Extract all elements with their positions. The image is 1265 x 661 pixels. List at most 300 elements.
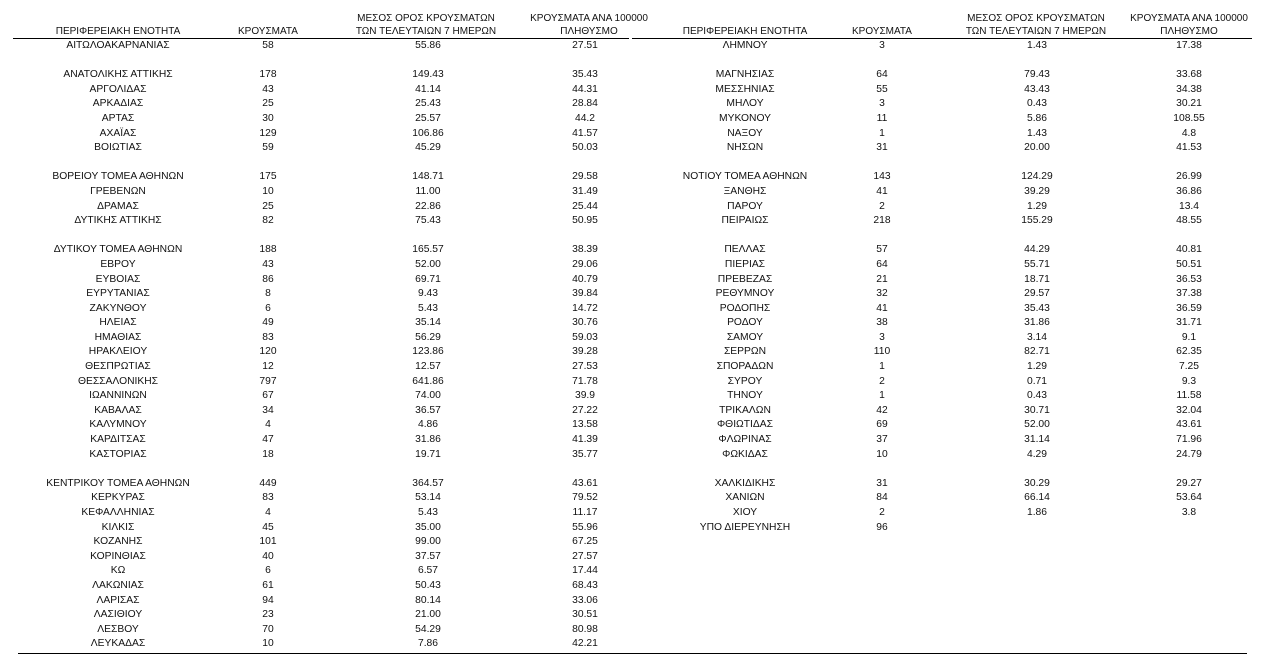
table-row [632, 97, 1252, 112]
cell-per100k: 44.31 [572, 83, 598, 95]
cell-per100k: 43.61 [1176, 419, 1202, 431]
cell-avg7: 3.14 [1026, 331, 1048, 343]
spacer-row [632, 462, 1252, 477]
table-row [13, 345, 629, 360]
cell-cases: 1 [879, 390, 885, 402]
table-row [13, 243, 629, 258]
cell-per100k: 50.95 [572, 215, 598, 227]
cell-per100k: 35.77 [572, 448, 598, 460]
header-avg7: ΜΕΣΟΣ ΟΡΟΣ ΚΡΟΥΣΜΑΤΩΝ ΤΩΝ ΤΕΛΕΥΤΑΙΩΝ 7 ΗΜΕΡΩΝ [965, 13, 1107, 37]
cell-per100k: 80.98 [572, 623, 598, 635]
cell-cases: 61 [262, 579, 274, 591]
cell-region: ΣΠΟΡΑΔΩΝ [716, 361, 774, 373]
cell-cases: 11 [876, 112, 888, 124]
cell-per100k: 71.96 [1176, 434, 1202, 446]
cell-region: ΦΘΙΩΤΙΔΑΣ [716, 419, 774, 431]
cell-per100k: 30.76 [572, 317, 598, 329]
cell-region: ΞΑΝΘΗΣ [723, 185, 767, 197]
cell-per100k: 59.03 [572, 331, 598, 343]
cell-cases: 64 [876, 258, 888, 270]
cell-avg7: 43.43 [1024, 83, 1050, 95]
cell-cases: 64 [876, 69, 888, 81]
cell-region: ΘΕΣΣΑΛΟΝΙΚΗΣ [77, 375, 159, 387]
cell-per100k: 42.21 [572, 638, 598, 650]
cell-per100k: 41.39 [572, 434, 598, 446]
cell-cases: 82 [262, 215, 274, 227]
table-row [13, 258, 629, 273]
right-table-header [632, 10, 1252, 39]
table-row [632, 83, 1252, 98]
cell-per100k: 108.55 [1173, 112, 1205, 124]
cell-avg7: 52.00 [1024, 419, 1050, 431]
table-row [13, 389, 629, 404]
cell-per100k: 36.86 [1176, 185, 1202, 197]
cell-avg7: 165.57 [412, 244, 444, 256]
cell-cases: 6 [265, 565, 271, 577]
cell-cases: 69 [876, 419, 888, 431]
cell-avg7: 31.14 [1024, 434, 1050, 446]
cell-region: ΓΡΕΒΕΝΩΝ [90, 185, 146, 197]
cell-cases: 25 [262, 200, 274, 212]
table-row [632, 521, 1252, 536]
cell-per100k: 30.21 [1176, 98, 1202, 110]
table-row [13, 594, 629, 609]
cell-per100k: 48.55 [1176, 215, 1202, 227]
cell-avg7: 30.71 [1024, 404, 1050, 416]
table-row [13, 506, 629, 521]
table-row [13, 623, 629, 638]
cell-avg7: 55.86 [415, 40, 441, 51]
cell-per100k: 41.57 [572, 127, 598, 139]
table-row [632, 477, 1252, 492]
cell-per100k: 50.03 [572, 142, 598, 154]
table-row [13, 550, 629, 565]
cell-cases: 40 [262, 550, 274, 562]
cell-avg7: 53.14 [415, 492, 441, 504]
table-row [13, 83, 629, 98]
cell-region: ΛΕΣΒΟΥ [97, 623, 139, 635]
cell-region: ΚΑΛΥΜΝΟΥ [89, 419, 147, 431]
cell-region: ΡΟΔΟΥ [727, 317, 763, 329]
cell-per100k: 9.1 [1181, 331, 1197, 343]
cell-avg7: 364.57 [412, 477, 444, 489]
cell-avg7: 124.29 [1021, 171, 1053, 183]
cell-cases: 58 [262, 40, 274, 51]
cell-avg7: 7.86 [417, 638, 439, 650]
table-row [13, 200, 629, 215]
table-row [13, 112, 629, 127]
cell-avg7: 31.86 [415, 434, 441, 446]
table-row [13, 433, 629, 448]
cell-avg7: 6.57 [417, 565, 439, 577]
cell-per100k: 44.2 [574, 112, 596, 124]
cell-avg7: 9.43 [417, 288, 439, 300]
cell-avg7: 45.29 [415, 142, 441, 154]
cell-cases: 67 [262, 390, 274, 402]
cell-per100k: 71.78 [572, 375, 598, 387]
cell-avg7: 5.43 [417, 507, 439, 518]
cell-region: ΕΥΡΥΤΑΝΙΑΣ [86, 288, 150, 300]
cell-avg7: 0.43 [1026, 98, 1048, 110]
cell-cases: 3 [879, 98, 885, 110]
cell-region: ΑΡΤΑΣ [101, 112, 135, 124]
cell-cases: 1 [879, 127, 885, 139]
cell-cases: 110 [873, 346, 891, 358]
cell-avg7: 66.14 [1024, 492, 1050, 504]
cell-region: ΦΛΩΡΙΝΑΣ [718, 434, 772, 446]
table-row [13, 287, 629, 302]
cell-region: ΗΛΕΙΑΣ [99, 317, 137, 329]
cell-region: ΘΕΣΠΡΩΤΙΑΣ [85, 361, 151, 373]
cell-region: ΕΥΒΟΙΑΣ [95, 273, 141, 285]
cell-per100k: 29.58 [572, 171, 598, 183]
header-per100k: ΚΡΟΥΣΜΑΤΑ ΑΝΑ 100000 ΠΛΗΘΥΣΜΟ [530, 13, 648, 37]
cell-avg7: 41.14 [415, 83, 441, 95]
cell-per100k: 31.49 [572, 185, 598, 197]
table-row [13, 68, 629, 83]
cell-region: ΠΙΕΡΙΑΣ [724, 258, 766, 270]
cell-region: ΡΟΔΟΠΗΣ [719, 302, 771, 314]
cell-cases: 2 [879, 200, 885, 212]
table-row [632, 404, 1252, 419]
table-row [13, 97, 629, 112]
cell-avg7: 149.43 [412, 69, 444, 81]
cell-per100k: 79.52 [572, 492, 598, 504]
cell-region: ΚΩ [110, 565, 126, 577]
cell-per100k: 13.58 [572, 419, 598, 431]
cell-cases: 23 [262, 609, 274, 621]
cell-per100k: 14.72 [572, 302, 598, 314]
cell-avg7: 106.86 [412, 127, 444, 139]
cell-cases: 10 [262, 185, 274, 197]
cell-cases: 21 [876, 273, 888, 285]
cell-cases: 218 [873, 215, 891, 227]
cell-per100k: 34.38 [1176, 83, 1202, 95]
cell-per100k: 43.61 [572, 477, 598, 489]
header-region: ΠΕΡΙΦΕΡΕΙΑΚΗ ΕΝΟΤΗΤΑ [55, 26, 181, 37]
cell-region: ΤΗΝΟΥ [727, 390, 763, 402]
cell-region: ΗΜΑΘΙΑΣ [94, 331, 142, 343]
cell-region: ΚΑΒΑΛΑΣ [94, 404, 142, 416]
cell-cases: 129 [259, 127, 277, 139]
cell-avg7: 39.29 [1024, 185, 1050, 197]
spacer-row [13, 462, 629, 477]
cell-cases: 30 [262, 112, 274, 124]
cell-region: ΠΡΕΒΕΖΑΣ [717, 273, 773, 285]
cell-cases: 83 [262, 492, 274, 504]
cell-region: ΧΑΛΚΙΔΙΚΗΣ [714, 477, 776, 489]
cell-per100k: 68.43 [572, 579, 598, 591]
cell-per100k: 27.53 [572, 361, 598, 373]
cell-avg7: 5.86 [1026, 112, 1048, 124]
cell-cases: 12 [262, 361, 274, 373]
cell-cases: 449 [259, 477, 277, 489]
table-row [13, 273, 629, 288]
cell-avg7: 44.29 [1024, 244, 1050, 256]
cell-per100k: 28.84 [572, 98, 598, 110]
table-row [632, 506, 1252, 521]
cell-per100k: 55.96 [572, 521, 598, 533]
cell-cases: 2 [879, 375, 885, 387]
cell-per100k: 50.51 [1176, 258, 1202, 270]
table-row [632, 448, 1252, 463]
cell-avg7: 80.14 [415, 594, 441, 606]
cell-region: ΒΟΙΩΤΙΑΣ [94, 142, 142, 154]
cell-cases: 143 [873, 171, 891, 183]
cell-avg7: 25.57 [415, 112, 441, 124]
cell-cases: 8 [265, 288, 271, 300]
cell-cases: 18 [262, 448, 274, 460]
left-table [13, 10, 648, 652]
cell-avg7: 12.57 [415, 361, 441, 373]
cell-avg7: 35.00 [415, 521, 441, 533]
cell-per100k: 3.8 [1181, 507, 1197, 518]
cell-avg7: 69.71 [415, 273, 441, 285]
cell-avg7: 1.43 [1026, 127, 1048, 139]
cell-avg7: 31.86 [1024, 317, 1050, 329]
cell-region: ΜΥΚΟΝΟΥ [719, 112, 771, 124]
table-row [13, 491, 629, 506]
cell-region: ΚΕΝΤΡΙΚΟΥ ΤΟΜΕΑ ΑΘΗΝΩΝ [46, 477, 190, 489]
cell-region: ΔΡΑΜΑΣ [97, 200, 139, 212]
table-row [632, 258, 1252, 273]
cell-region: ΣΕΡΡΩΝ [723, 346, 767, 358]
cell-cases: 3 [879, 331, 885, 343]
right-table-body [632, 39, 1252, 535]
cell-cases: 41 [876, 302, 888, 314]
cell-region: ΔΥΤΙΚΟΥ ΤΟΜΕΑ ΑΘΗΝΩΝ [53, 244, 183, 256]
cell-avg7: 123.86 [412, 346, 444, 358]
table-row [632, 39, 1252, 54]
cell-avg7: 11.00 [415, 185, 441, 197]
cell-cases: 96 [876, 521, 888, 533]
table-row [632, 141, 1252, 156]
cell-avg7: 29.57 [1024, 288, 1050, 300]
cell-cases: 6 [265, 302, 271, 314]
cell-cases: 10 [876, 448, 888, 460]
table-row [13, 637, 629, 652]
cell-avg7: 35.43 [1024, 302, 1050, 314]
cell-avg7: 55.71 [1024, 258, 1050, 270]
cell-cases: 120 [259, 346, 277, 358]
cell-per100k: 39.9 [574, 390, 596, 402]
cell-cases: 2 [879, 507, 885, 518]
cell-per100k: 40.79 [572, 273, 598, 285]
table-row [632, 331, 1252, 346]
cell-region: ΛΕΥΚΑΔΑΣ [90, 638, 146, 650]
table-row [13, 564, 629, 579]
cell-per100k: 4.8 [1181, 127, 1197, 139]
cell-per100k: 11.58 [1176, 390, 1202, 402]
table-row [632, 214, 1252, 229]
cell-per100k: 62.35 [1176, 346, 1202, 358]
cell-region: ΣΥΡΟΥ [727, 375, 763, 387]
cell-avg7: 36.57 [415, 404, 441, 416]
right-table [632, 10, 1252, 535]
cell-avg7: 21.00 [415, 609, 441, 621]
table-row [632, 273, 1252, 288]
spacer-row [13, 54, 629, 69]
cell-avg7: 148.71 [412, 171, 444, 183]
cell-cases: 32 [876, 288, 888, 300]
table-row [13, 316, 629, 331]
cell-region: ΚΟΖΑΝΗΣ [93, 536, 143, 548]
cell-cases: 37 [876, 434, 888, 446]
cell-per100k: 27.57 [572, 550, 598, 562]
table-row [13, 214, 629, 229]
cell-cases: 797 [259, 375, 277, 387]
table-row [632, 127, 1252, 142]
cell-cases: 70 [262, 623, 274, 635]
header-cases: ΚΡΟΥΣΜΑΤΑ [852, 26, 912, 37]
cell-cases: 1 [879, 361, 885, 373]
cell-avg7: 1.86 [1026, 507, 1048, 518]
cell-cases: 178 [259, 69, 277, 81]
cell-per100k: 41.53 [1176, 142, 1202, 154]
table-row [632, 345, 1252, 360]
cell-cases: 83 [262, 331, 274, 343]
cell-per100k: 33.68 [1176, 69, 1202, 81]
cell-per100k: 67.25 [572, 536, 598, 548]
cell-cases: 34 [262, 404, 274, 416]
cell-region: ΙΩΑΝΝΙΝΩΝ [89, 390, 147, 402]
cell-avg7: 4.86 [417, 419, 439, 431]
cell-per100k: 25.44 [572, 200, 598, 212]
cell-cases: 86 [262, 273, 274, 285]
cell-cases: 59 [262, 142, 274, 154]
cell-region: ΒΟΡΕΙΟΥ ΤΟΜΕΑ ΑΘΗΝΩΝ [52, 171, 184, 183]
table-row [632, 185, 1252, 200]
cell-region: ΛΑΡΙΣΑΣ [96, 594, 140, 606]
table-row [13, 302, 629, 317]
cell-avg7: 4.29 [1026, 448, 1048, 460]
cell-region: ΝΟΤΙΟΥ ΤΟΜΕΑ ΑΘΗΝΩΝ [682, 171, 808, 183]
cell-cases: 49 [262, 317, 274, 329]
cell-cases: 175 [259, 171, 277, 183]
cell-per100k: 9.3 [1181, 375, 1197, 387]
cell-cases: 4 [265, 507, 271, 518]
cell-region: ΝΗΣΩΝ [726, 142, 764, 154]
cell-avg7: 1.29 [1026, 200, 1048, 212]
cell-avg7: 22.86 [415, 200, 441, 212]
cell-avg7: 1.43 [1026, 40, 1048, 51]
cell-avg7: 20.00 [1024, 142, 1050, 154]
table-row [632, 112, 1252, 127]
cell-region: ΑΧΑΪΑΣ [99, 127, 137, 139]
table-row [632, 433, 1252, 448]
cell-avg7: 0.43 [1026, 390, 1048, 402]
cell-avg7: 50.43 [415, 579, 441, 591]
table-row [632, 243, 1252, 258]
cell-region: ΜΗΛΟΥ [726, 98, 764, 110]
header-cases: ΚΡΟΥΣΜΑΤΑ [238, 26, 298, 37]
table-row [13, 404, 629, 419]
table-row [632, 170, 1252, 185]
table-row [632, 316, 1252, 331]
cell-avg7: 37.57 [415, 550, 441, 562]
cell-cases: 94 [262, 594, 274, 606]
table-row [632, 375, 1252, 390]
cell-region: ΦΩΚΙΔΑΣ [722, 448, 768, 460]
cell-per100k: 36.53 [1176, 273, 1202, 285]
cell-region: ΡΕΘΥΜΝΟΥ [715, 288, 775, 300]
table-row [13, 170, 629, 185]
cell-avg7: 25.43 [415, 98, 441, 110]
cell-cases: 43 [262, 258, 274, 270]
cell-region: ΠΑΡΟΥ [727, 200, 763, 212]
cell-cases: 38 [876, 317, 888, 329]
table-row [13, 375, 629, 390]
cell-per100k: 11.17 [572, 507, 598, 518]
cell-per100k: 33.06 [572, 594, 598, 606]
cell-cases: 45 [262, 521, 274, 533]
cell-avg7: 30.29 [1024, 477, 1050, 489]
cell-per100k: 26.99 [1176, 171, 1202, 183]
cell-region: ΚΑΡΔΙΤΣΑΣ [90, 434, 146, 446]
cell-cases: 25 [262, 98, 274, 110]
cell-region: ΑΝΑΤΟΛΙΚΗΣ ΑΤΤΙΚΗΣ [63, 69, 173, 81]
table-row [13, 608, 629, 623]
header-per100k: ΚΡΟΥΣΜΑΤΑ ΑΝΑ 100000 ΠΛΗΘΥΣΜΟ [1130, 13, 1248, 37]
cell-cases: 55 [876, 83, 888, 95]
table-row [13, 521, 629, 536]
cell-region: ΚΟΡΙΝΘΙΑΣ [90, 550, 146, 562]
table-row [13, 579, 629, 594]
table-row [13, 418, 629, 433]
cell-cases: 188 [259, 244, 277, 256]
cell-per100k: 24.79 [1176, 448, 1202, 460]
cell-per100k: 7.25 [1178, 361, 1200, 373]
cell-region: ΚΕΦΑΛΛΗΝΙΑΣ [81, 507, 155, 518]
cell-region: ΠΕΛΛΑΣ [724, 244, 766, 256]
cell-region: ΧΑΝΙΩΝ [725, 492, 765, 504]
cell-cases: 10 [262, 638, 274, 650]
cell-region: ΑΙΤΩΛΟΑΚΑΡΝΑΝΙΑΣ [66, 40, 170, 51]
cell-cases: 42 [876, 404, 888, 416]
cell-avg7: 74.00 [415, 390, 441, 402]
cell-region: ΚΑΣΤΟΡΙΑΣ [89, 448, 147, 460]
left-table-body [13, 39, 629, 652]
cell-region: ΝΑΞΟΥ [727, 127, 763, 139]
cell-per100k: 39.84 [572, 288, 598, 300]
table-row [13, 127, 629, 142]
table-row [13, 39, 629, 54]
cell-region: ΚΙΛΚΙΣ [101, 521, 135, 533]
table-row [13, 141, 629, 156]
table-row [632, 360, 1252, 375]
cell-avg7: 54.29 [415, 623, 441, 635]
table-row [632, 418, 1252, 433]
cell-per100k: 35.43 [572, 69, 598, 81]
cell-cases: 43 [262, 83, 274, 95]
cell-cases: 3 [879, 40, 885, 51]
cell-region: ΛΑΚΩΝΙΑΣ [92, 579, 144, 591]
cell-per100k: 17.38 [1176, 40, 1202, 51]
cell-per100k: 38.39 [572, 244, 598, 256]
spacer-row [632, 54, 1252, 69]
table-row [632, 302, 1252, 317]
cell-per100k: 37.38 [1176, 288, 1202, 300]
cell-region: ΗΡΑΚΛΕΙΟΥ [88, 346, 148, 358]
cell-region: ΜΕΣΣΗΝΙΑΣ [715, 83, 775, 95]
cell-cases: 4 [265, 419, 271, 431]
cell-per100k: 29.06 [572, 258, 598, 270]
cell-avg7: 641.86 [412, 375, 444, 387]
table-row [632, 68, 1252, 83]
cell-region: ΑΡΓΟΛΙΔΑΣ [89, 83, 147, 95]
cell-avg7: 0.71 [1026, 375, 1048, 387]
cell-region: ΧΙΟΥ [732, 507, 758, 518]
